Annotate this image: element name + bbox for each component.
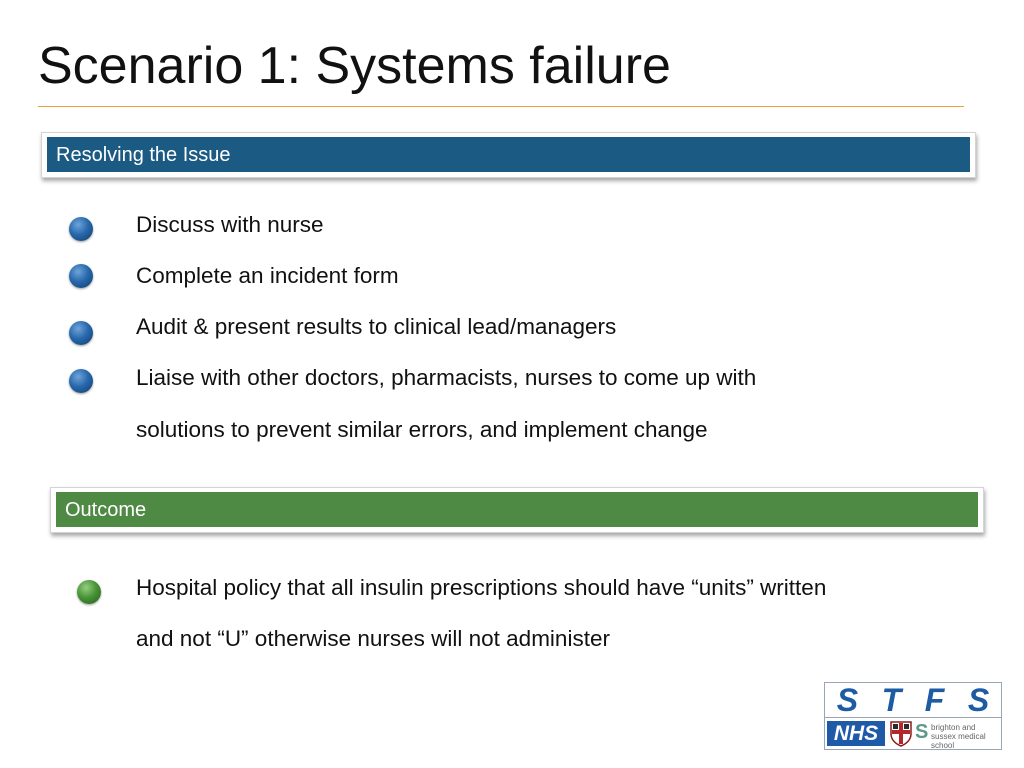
resolving-bullet-2: Complete an incident form	[136, 263, 399, 288]
bullet-dot-icon	[69, 321, 93, 345]
bsms-mark: S	[915, 721, 929, 743]
logo-letter: T	[881, 682, 902, 718]
outcome-banner-frame	[50, 487, 984, 533]
resolving-bullet-3: Audit & present results to clinical lead/managers	[136, 314, 617, 339]
logo-letter: S	[836, 682, 859, 718]
outcome-bullet-1: Hospital policy that all insulin prescriptions should have “units” written	[136, 575, 827, 600]
title-divider	[38, 106, 964, 107]
bullet-dot-icon	[69, 369, 93, 393]
bullet-dot-icon	[69, 264, 93, 288]
resolving-bullet-1: Discuss with nurse	[136, 212, 324, 237]
logo-letter: S	[967, 682, 990, 718]
bullet-dot-icon	[77, 580, 101, 604]
slide-title: Scenario 1: Systems failure	[38, 37, 671, 95]
stfs-letters	[825, 683, 1001, 718]
bullet-dot-icon	[69, 217, 93, 241]
nhs-logo: NHS	[827, 721, 885, 746]
resolving-bullet-4: Liaise with other doctors, pharmacists, nurses to come up with	[136, 365, 757, 390]
resolving-banner: Resolving the Issue	[47, 137, 970, 172]
bsms-name: brighton and sussex medical school	[931, 723, 986, 750]
university-crest-icon	[889, 719, 913, 747]
outcome-banner: Outcome	[56, 492, 978, 527]
resolving-bullet-4-cont: solutions to prevent similar errors, and implement change	[136, 417, 708, 442]
outcome-bullet-1-cont: and not “U” otherwise nurses will not administer	[136, 626, 610, 651]
stfs-logo	[824, 682, 1002, 750]
logo-letter: F	[924, 682, 945, 718]
resolving-banner-frame	[41, 132, 976, 178]
